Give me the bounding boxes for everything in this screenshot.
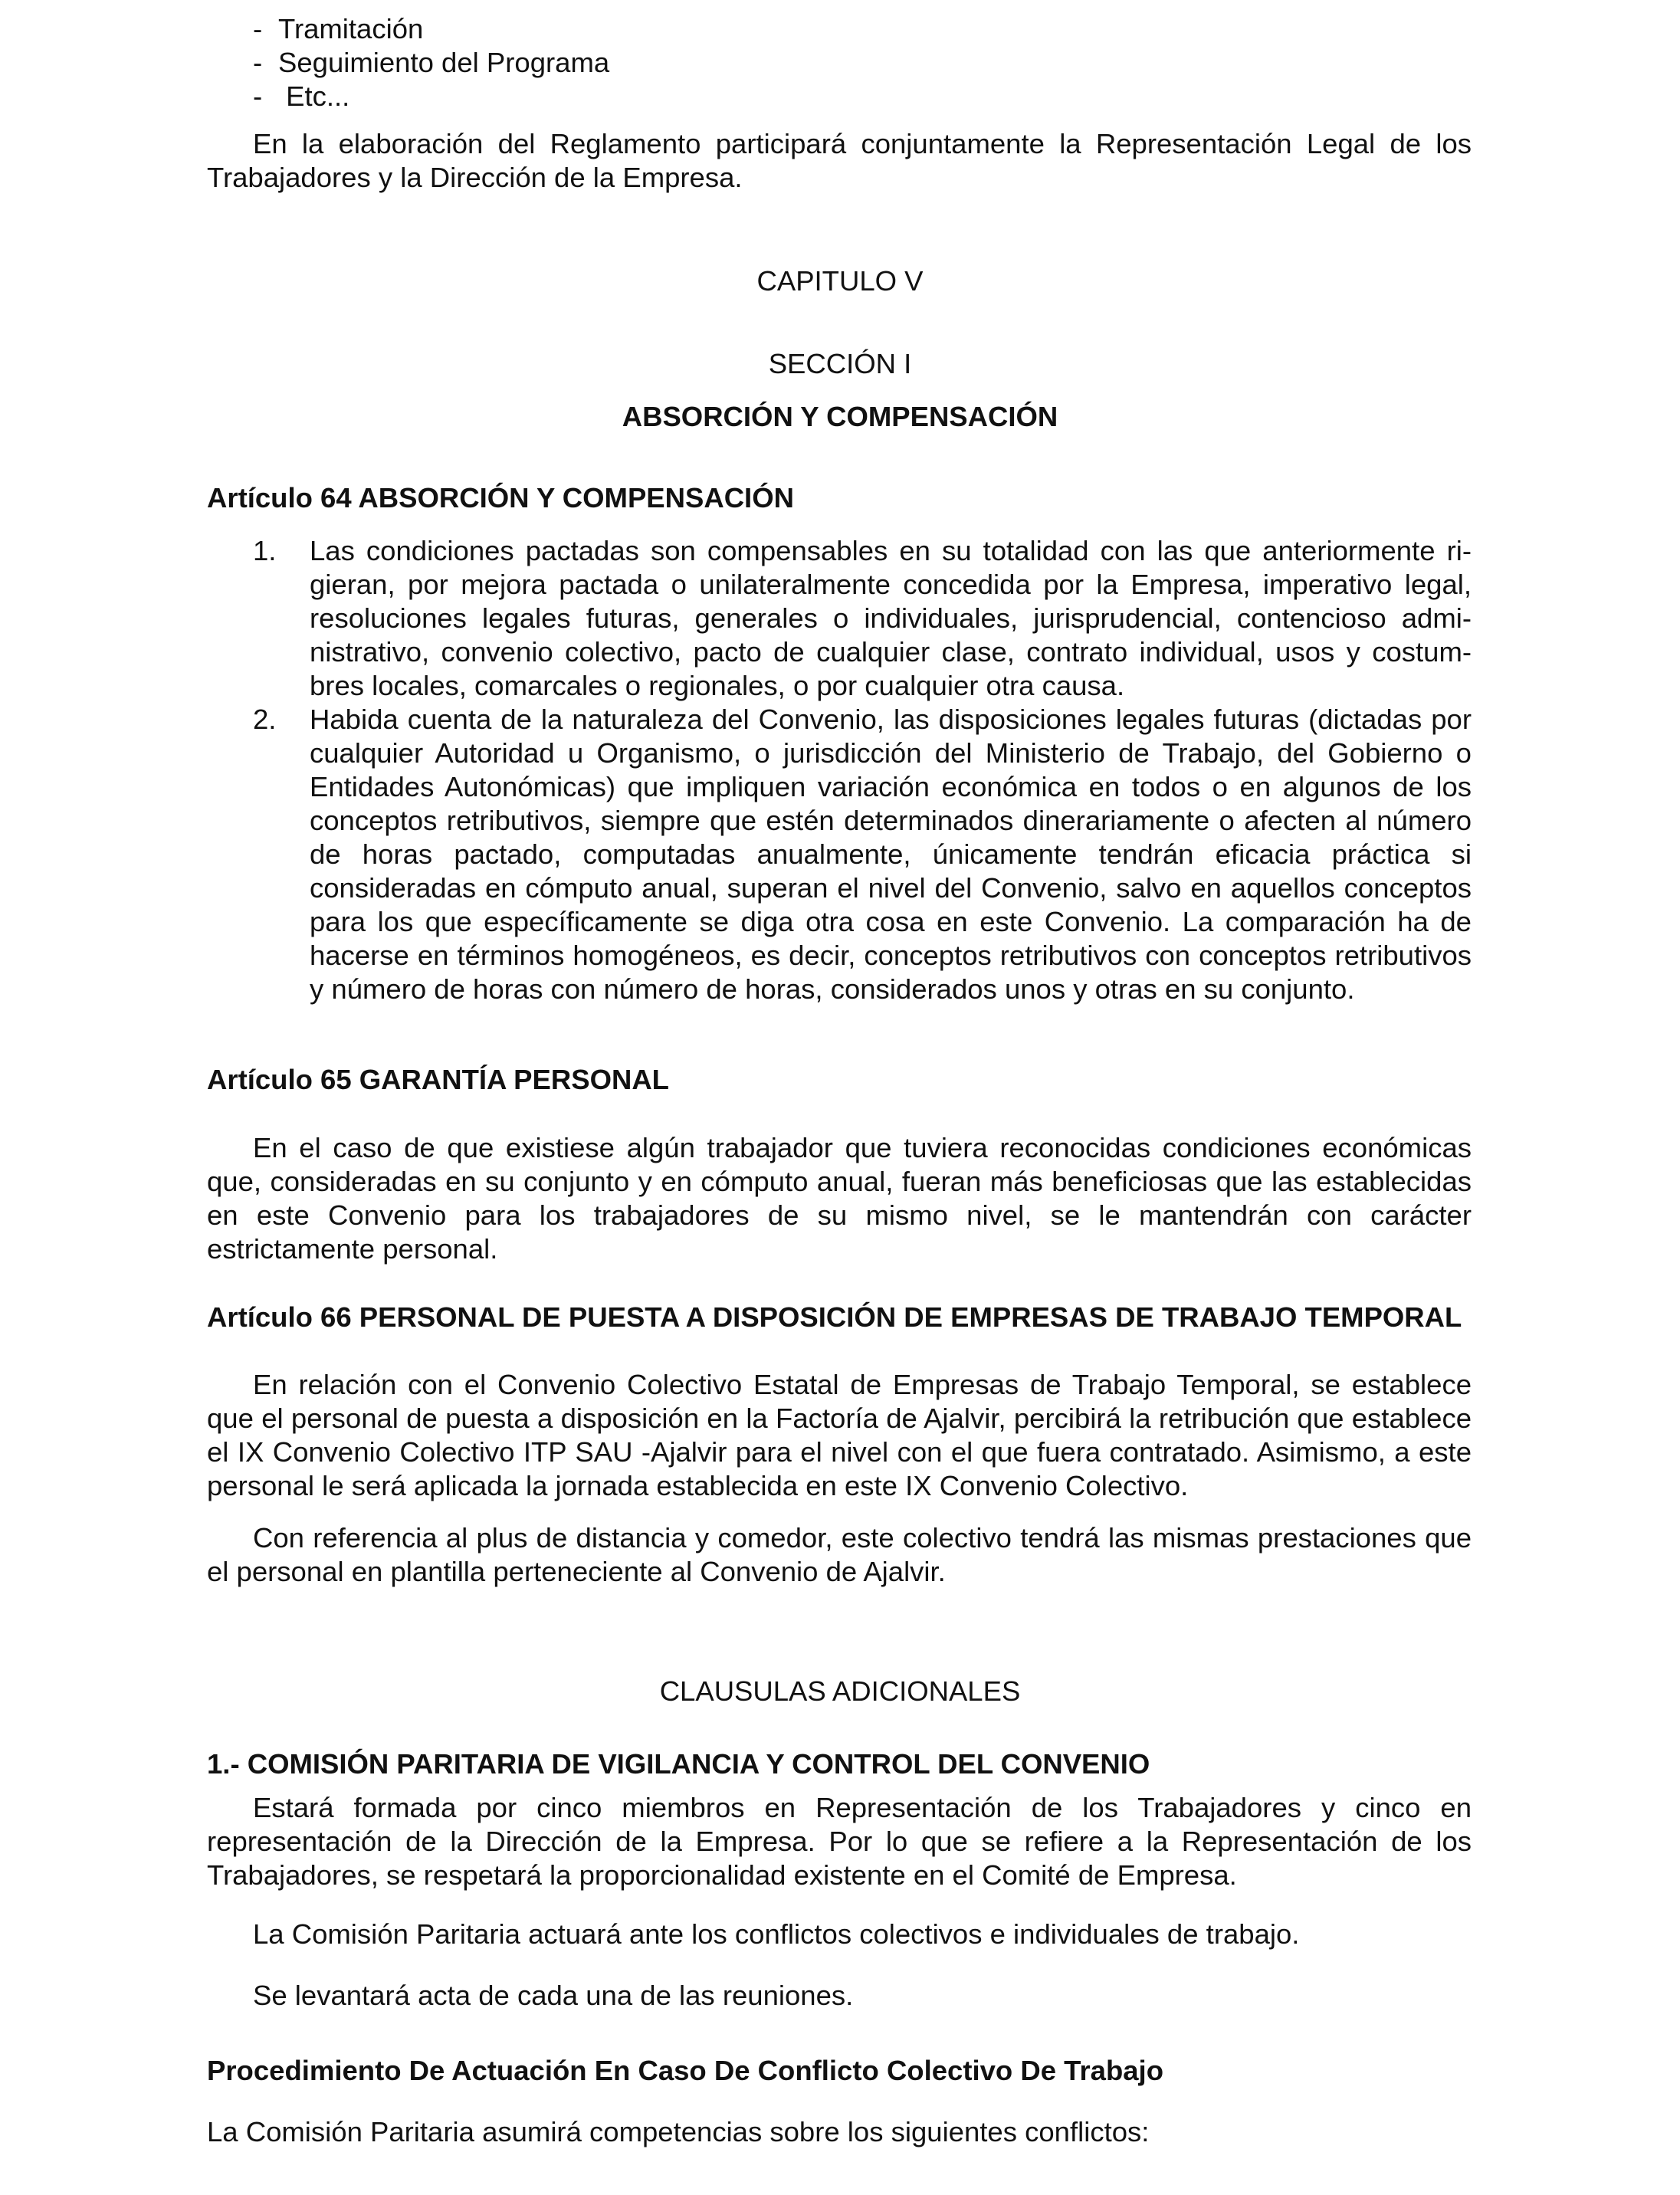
- list-item-text: Etc...: [278, 80, 350, 112]
- item-text: Las condiciones pactadas son compensables en su totalidad con las que anteriormente rigieran, por mejora pactada o unilateralmente concedida por la Empresa, imperativo legal, resoluciones legales futuras, generales o individuales, jurisprudencial, contencioso administrativo, convenio colectivo, pacto de cualquier clase, contrato individual, usos y costumbres locales, comarcales o regionales, o por cualquier otra causa.: [310, 535, 1472, 701]
- item-number: 1.: [253, 535, 277, 566]
- list-item-text: Seguimiento del Programa: [278, 47, 610, 78]
- list-item: - Seguimiento del Programa: [253, 47, 610, 78]
- article-64-item-1: [253, 534, 1472, 703]
- article-65-heading: Artículo 65 GARANTÍA PERSONAL: [207, 1064, 669, 1095]
- article-64-heading: Artículo 64 ABSORCIÓN Y COMPENSACIÓN: [207, 482, 794, 513]
- article-66-paragraph-2: Con referencia al plus de distancia y comedor, este colectivo tendrá las mismas prestaciones que el personal en plantilla perteneciente al Convenio de Ajalvir.: [207, 1522, 1472, 1587]
- procedimiento-heading: Procedimiento De Actuación En Caso De Conflicto Colectivo De Trabajo: [207, 2055, 1163, 2086]
- item-number: 2.: [253, 704, 277, 735]
- clausula-1-paragraph-1: Estará formada por cinco miembros en Representación de los Trabajadores y cinco en representación de la Dirección de la Empresa. Por lo que se refiere a la Representación de los Trabajadores, se respetará la proporcionalidad existente en el Comité de Empresa.: [207, 1792, 1472, 1891]
- article-66-paragraph-1: En relación con el Convenio Colectivo Estatal de Empresas de Trabajo Temporal, se establece que el personal de puesta a disposición en la Factoría de Ajalvir, percibirá la retribución que establece el IX Convenio Colectivo ITP SAU -Ajalvir para el nivel con el que fuera contratado. Asimismo, a este personal le será aplicada la jornada establecida en este IX Convenio Colectivo.: [207, 1369, 1472, 1501]
- section-subtitle: ABSORCIÓN Y COMPENSACIÓN: [622, 401, 1058, 432]
- article-65-paragraph: En el caso de que existiese algún trabajador que tuviera reconocidas condiciones económicas que, consideradas en su conjunto y en cómputo anual, fueran más beneficiosas que las establecidas en este Convenio para los trabajadores de su mismo nivel, se le mantendrán con carácter estrictamente personal.: [207, 1132, 1472, 1265]
- clausula-1-paragraph-2: La Comisión Paritaria actuará ante los conflictos colectivos e individuales de trabajo.: [253, 1918, 1300, 1950]
- article-64-item-2: [253, 703, 1472, 1006]
- list-item: - Etc...: [253, 80, 350, 112]
- procedimiento-paragraph: La Comisión Paritaria asumirá competencias sobre los siguientes conflictos:: [207, 2116, 1150, 2147]
- chapter-title: CAPITULO V: [756, 265, 924, 297]
- intro-paragraph: En la elaboración del Reglamento participará conjuntamente la Representación Legal de los Trabajadores y la Dirección de la Empresa.: [207, 128, 1472, 193]
- intro-list: [253, 12, 609, 113]
- clausulas-title: CLAUSULAS ADICIONALES: [659, 1675, 1021, 1707]
- article-66-heading: Artículo 66 PERSONAL DE PUESTA A DISPOSICIÓN DE EMPRESAS DE TRABAJO TEMPORAL: [207, 1301, 1462, 1333]
- list-item: - Tramitación: [253, 13, 424, 44]
- clausula-1-heading: 1.- COMISIÓN PARITARIA DE VIGILANCIA Y CONTROL DEL CONVENIO: [207, 1748, 1150, 1780]
- list-item-text: Tramitación: [278, 13, 424, 44]
- clausula-1-paragraph-3: Se levantará acta de cada una de las reuniones.: [253, 1980, 854, 2011]
- item-text: Habida cuenta de la naturaleza del Convenio, las disposiciones legales futuras (dictadas por cualquier Autoridad u Organismo, o jurisdicción del Ministerio de Trabajo, del Gobierno o Entidades Autonómicas) que impliquen variación económica en todos o en algunos de los conceptos retributivos, siempre que estén determinados dinerariamente o afecten al número de horas pactado, computadas anualmente, únicamente tendrán eficacia práctica si consideradas en cómputo anual, superan el nivel del Convenio, salvo en aquellos conceptos para los que específicamente se diga otra cosa en este Convenio. La comparación ha de hacerse en términos homogéneos, es decir, conceptos retributivos con conceptos retributivos y número de horas con número de horas, considerados unos y otras en su conjunto.: [310, 704, 1472, 1005]
- section-title: SECCIÓN I: [768, 348, 912, 379]
